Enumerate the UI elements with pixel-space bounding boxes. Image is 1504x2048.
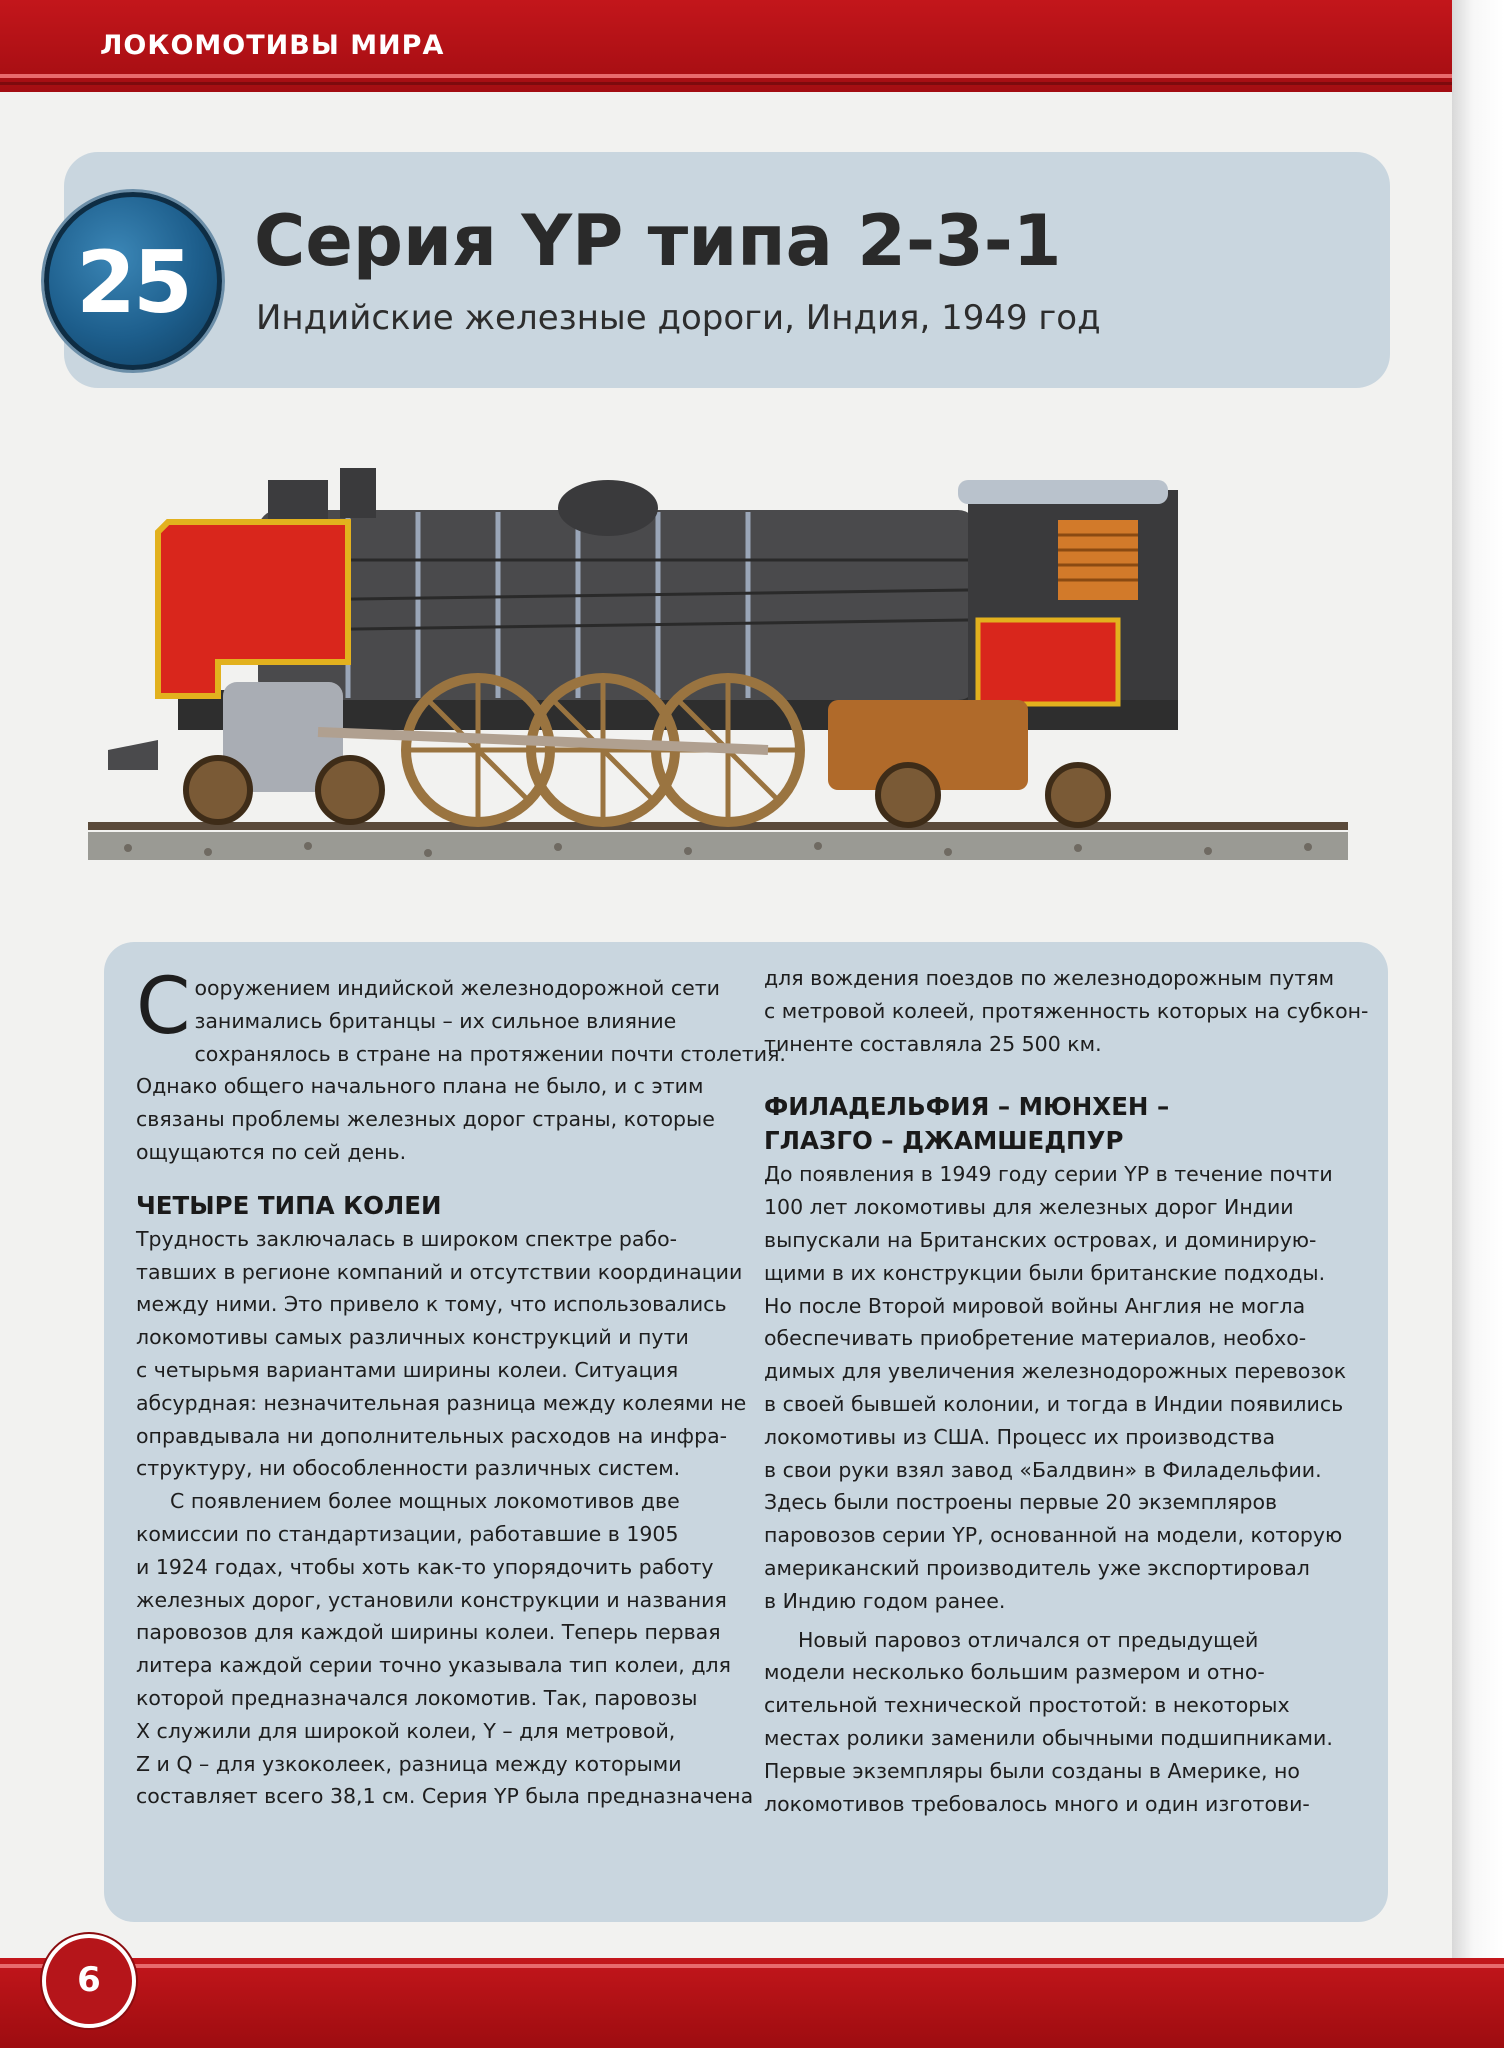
body-line: паровозов серии YP, основанной на модели, которую [764, 1523, 1343, 1548]
body-line: С появлением более мощных локомотивов две [170, 1489, 680, 1514]
series-label: ЛОКОМОТИВЫ МИРА [100, 30, 445, 61]
body-line: Но после Второй мировой войны Англия не могла [764, 1293, 1306, 1318]
body-line: ооружением индийской железнодорожной сети [194, 976, 720, 1000]
body-line: паровозов для каждой ширины колеи. Теперь первая [136, 1620, 721, 1645]
body-line: локомотивы из США. Процесс их производства [764, 1424, 1276, 1449]
body-line: абсурдная: незначительная разница между колеями не [136, 1390, 747, 1415]
body-line: тиненте составляла 25 500 км. [764, 1031, 1102, 1056]
section-heading: ЧЕТЫРЕ ТИПА КОЛЕИ [136, 1190, 442, 1220]
chimney [268, 480, 328, 520]
cab-roof [958, 480, 1168, 504]
boiler [258, 510, 978, 700]
body-line: занимались британцы – их сильное влияние [194, 1008, 677, 1033]
body-line: с четырьмя вариантами ширины колеи. Ситуация [136, 1357, 679, 1382]
body-line: димых для увеличения железнодорожных перевозок [764, 1359, 1347, 1384]
body-line: модели несколько большим размером и отно- [764, 1660, 1265, 1685]
body-line: Однако общего начального плана не было, и с этим [136, 1074, 704, 1099]
banner-stripe-dark [0, 82, 1504, 85]
body-line: американский производитель уже экспортировал [764, 1555, 1310, 1580]
page-number: 6 [77, 1960, 101, 2000]
body-line: и 1924 годах, чтобы хоть как-то упорядочить работу [136, 1554, 714, 1579]
body-line: железных дорог, установили конструкции и названия [136, 1587, 727, 1612]
banner-stripe [0, 74, 1504, 78]
body-line: Первые экземпляры были созданы в Америке, но [764, 1758, 1300, 1783]
body-line: Трудность заключалась в широком спектре рабо- [136, 1226, 678, 1251]
body-line: для вождения поездов по железнодорожным путям [764, 966, 1335, 990]
smokestack [340, 468, 376, 518]
body-line: оправдывала ни дополнительных расходов на инфра- [136, 1423, 728, 1448]
body-line: щими в их конструкции были британские подходы. [764, 1260, 1326, 1285]
body-line: составляет всего 38,1 см. Серия YP была предназначена [136, 1784, 754, 1809]
body-line: структуру, ни обособленности различных систем. [136, 1456, 681, 1481]
body-line: ощущаются по сей день. [136, 1139, 407, 1164]
bottom-stripe [0, 1964, 1504, 1968]
body-line: X служили для широкой колеи, Y – для метровой, [136, 1718, 676, 1743]
body-line: которой предназначался локомотив. Так, паровозы [136, 1685, 698, 1710]
body-line: с метровой колеей, протяженность которых на субкон- [764, 998, 1369, 1023]
body-line: между ними. Это привело к тому, что использовались [136, 1292, 727, 1317]
top-banner [0, 0, 1504, 92]
body-line: Новый паровоз отличался от предыдущей [798, 1627, 1259, 1652]
page-edge-shadow [1452, 0, 1504, 2048]
number-badge [44, 192, 222, 370]
body-line: комиссии по стандартизации, работавшие в 1905 [136, 1521, 679, 1546]
steam-dome [558, 480, 658, 536]
ballast [88, 832, 1348, 860]
body-line: в своей бывшей колонии, и тогда в Индии появились [764, 1391, 1344, 1416]
page-title: Серия YP типа 2-3-1 [254, 200, 1062, 282]
body-line: сохранялось в стране на протяжении почти столетия. [194, 1041, 786, 1066]
page-number-badge [42, 1934, 136, 2028]
bottom-banner [0, 1958, 1504, 2048]
body-line: локомотивы самых различных конструкций и пути [136, 1325, 689, 1350]
body-line: обеспечивать приобретение материалов, необхо- [764, 1326, 1307, 1351]
cab-window-shutters [1058, 520, 1138, 600]
steam-locomotive-illustration [88, 450, 1388, 890]
article-column-left [136, 962, 786, 1813]
number-badge-text: 25 [76, 233, 190, 333]
connecting-rod [318, 732, 768, 750]
body-line: Z и Q – для узкоколеек, разница между которыми [136, 1751, 682, 1776]
body-line: выпускали на Британских островах, и доминирую- [764, 1227, 1317, 1252]
body-line: местах ролики заменили обычными подшипниками. [764, 1725, 1333, 1750]
cab-red-panel [978, 620, 1118, 704]
coupler [108, 740, 158, 770]
article-column-right [764, 962, 1374, 1820]
body-line: связаны проблемы железных дорог страны, которые [136, 1107, 715, 1132]
body-line: тавших в регионе компаний и отсутствии координации [136, 1259, 743, 1284]
body-line: Здесь были построены первые 20 экземпляров [764, 1490, 1278, 1515]
body-line: в свои руки взял завод «Балдвин» в Филадельфии. [764, 1457, 1322, 1482]
body-line: литера каждой серии точно указывала тип колеи, для [136, 1653, 731, 1678]
section-heading: ФИЛАДЕЛЬФИЯ – МЮНХЕН – [764, 1092, 1170, 1122]
body-line: До появления в 1949 году серии YP в течение почти [764, 1162, 1333, 1187]
drop-cap: С [136, 962, 191, 1052]
body-line: сительной технической простотой: в некоторых [764, 1693, 1290, 1718]
body-line: в Индию годом ранее. [764, 1588, 1006, 1613]
body-line: 100 лет локомотивы для железных дорог Индии [764, 1195, 1294, 1220]
page-subtitle: Индийские железные дороги, Индия, 1949 год [256, 298, 1101, 338]
section-heading: ГЛАЗГО – ДЖАМШЕДПУР [764, 1126, 1124, 1156]
body-line: локомотивов требовалось много и один изготови- [764, 1791, 1310, 1816]
